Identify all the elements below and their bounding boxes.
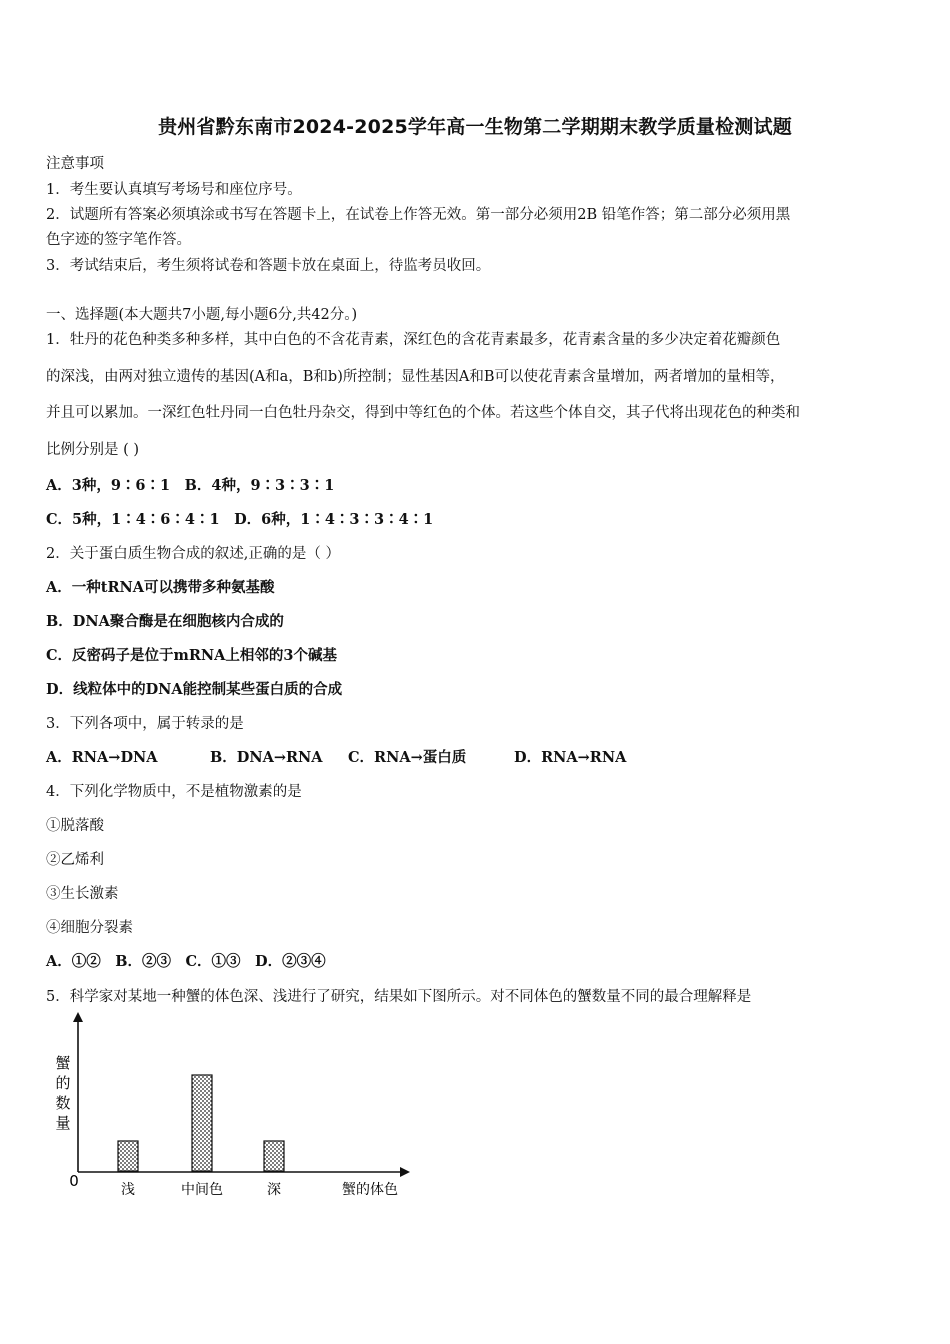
bar-2: [264, 1141, 284, 1171]
question-1-line: 并且可以累加。一深红色牡丹同一白色牡丹杂交，得到中等红色的个体。若这些个体自交，其子代将出现花色的种类和: [46, 405, 800, 421]
notice-item: 2．试题所有答案必须填涂或书写在答题卡上，在试卷上作答无效。第一部分必须用2B 铅笔作答；第二部分必须用黑: [46, 207, 791, 223]
section-heading: 一、选择题(本大题共7小题,每小题6分,共42分。): [46, 307, 358, 323]
question-4-stem: 4．下列化学物质中，不是植物激素的是: [46, 784, 302, 800]
origin-label: 0: [69, 1172, 79, 1190]
question-1-line: 比例分别是 ( ): [46, 442, 140, 458]
question-5-stem: 5．科学家对某地一种蟹的体色深、浅进行了研究，结果如下图所示。对不同体色的蟹数量不同的最合理解释是: [46, 989, 752, 1005]
question-3-options: [46, 746, 626, 767]
question-4-options: A．①② B．②③ C．①③ D．②③④: [46, 953, 326, 970]
notice-item: 色字迹的签字笔作答。: [46, 232, 191, 248]
question-4-item: ③生长激素: [46, 886, 119, 902]
bar-1: [192, 1075, 212, 1171]
question-1-options-cd: C．5种，1∶4∶6∶4∶1 D．6种，1∶4∶3∶3∶4∶1: [46, 511, 434, 528]
question-3-stem: 3．下列各项中，属于转录的是: [46, 716, 244, 732]
question-1-line: 的深浅，由两对独立遗传的基因(A和a，B和b)所控制；显性基因A和B可以使花青素含量增加，两者增加的量相等，: [46, 369, 785, 385]
x-axis-arrow: [400, 1167, 410, 1177]
question-2-option: D．线粒体中的DNA能控制某些蛋白质的合成: [46, 681, 343, 698]
notice-heading: 注意事项: [46, 156, 104, 172]
x-tick-label: 中间色: [181, 1182, 223, 1198]
x-tick-label: 浅: [121, 1182, 135, 1198]
question-2-stem: 2．关于蛋白质生物合成的叙述,正确的是（ ）: [46, 546, 340, 562]
page-title: 贵州省黔东南市2024-2025学年高一生物第二学期期末教学质量检测试题: [158, 116, 792, 138]
y-axis-label-char: 数: [55, 1094, 71, 1112]
question-2-option: C．反密码子是位于mRNA上相邻的3个碱基: [46, 647, 338, 664]
notice-item: 1．考生要认真填写考场号和座位序号。: [46, 182, 302, 198]
y-axis-label-char: 蟹: [55, 1054, 71, 1072]
question-4-item: ②乙烯利: [46, 852, 104, 868]
y-axis-arrow: [73, 1012, 83, 1022]
question-1-line: 1．牡丹的花色种类多种多样，其中白色的不含花青素，深红色的含花青素最多，花青素含量的多少决定着花瓣颜色: [46, 332, 781, 348]
notice-item: 3．考试结束后，考生须将试卷和答题卡放在桌面上，待监考员收回。: [46, 258, 491, 274]
x-tick-label: 深: [267, 1182, 281, 1198]
question-3-option: A．RNA→DNA: [46, 749, 158, 766]
question-2-option: B．DNA聚合酶是在细胞核内合成的: [46, 613, 284, 630]
bar-0: [118, 1141, 138, 1171]
question-4-item: ①脱落酸: [46, 818, 104, 834]
y-axis-label-char: 量: [55, 1114, 71, 1132]
question-4-item: ④细胞分裂素: [46, 920, 133, 936]
question-1-options-ab: A．3种，9∶6∶1 B．4种，9∶3∶3∶1: [46, 477, 335, 494]
x-axis-label: 蟹的体色: [342, 1182, 398, 1198]
y-axis-label-char: 的: [55, 1074, 71, 1092]
y-axis-label: [55, 1054, 70, 1132]
question-3-option: B．DNA→RNA: [210, 749, 323, 766]
question-3-option: C．RNA→蛋白质: [348, 749, 467, 766]
crab-color-bar-chart: [40, 1010, 420, 1210]
question-2-option: A．一种tRNA可以携带多种氨基酸: [46, 579, 275, 596]
question-3-option: D．RNA→RNA: [514, 749, 627, 766]
